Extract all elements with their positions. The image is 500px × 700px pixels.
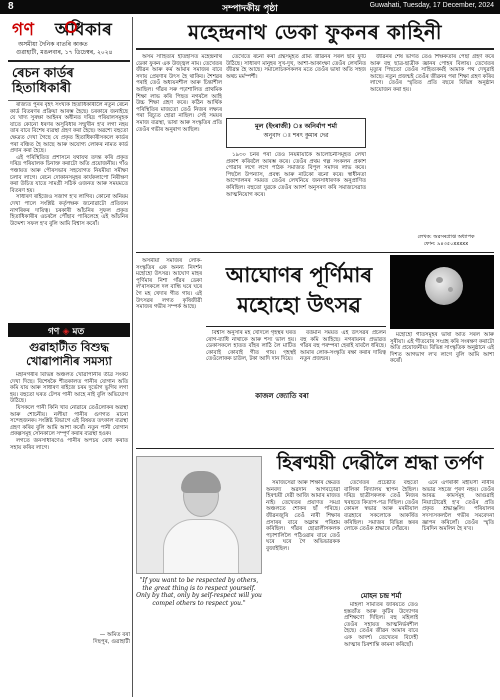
headline-rule — [136, 48, 494, 50]
letter-paragraph: যিসকলে পানী কিনি খাব নোৱাৰে তেওঁলোকৰ অৱস্থা আৰু শোচনীয়। নলীয়া পানীৰ গুণগত মানো সন্দেহজনক। সংশ্লিষ্ট বিভাগে এই বিষয়ত তৎকাল ব্যৱস্থা গ্ৰহণ কৰিব বুলি আমি আশা কৰোঁ। নতুন পানী যোগান প্ৰকল্পসমূহ সোনকালে সম্পূৰ্ণ কৰাৰ ব্যৱস্থা হওক। — [10, 404, 128, 438]
letter-paragraph: লগতে জনসাধাৰণেও পানীৰ অপচয় ৰোধ কৰাত সহায় কৰিব লাগে। — [10, 437, 128, 451]
section-rule — [136, 448, 494, 449]
article1-column-1: অসম সাহিত্যৰ ইতিহাসত মহেন্দ্ৰনাথ ডেকা ফুকন এক উজ্জ্বল নাম। তেখেতৰ জীৱন আৰু কৰ্ম আমাৰ সমাজৰ বাবে সদায় প্ৰেৰণাৰ উৎস হৈ থাকিব। শৈশৱৰ পৰাই তেওঁ অধ্যয়নশীল আৰু চিন্তাশীল আছিল। গাঁৱৰ সৰু পঢ়াশালিত প্ৰাথমিক শিক্ষা লাভ কৰি পিছত নগৰলৈ আহি উচ্চ শিক্ষা গ্ৰহণ কৰে। কঠিন আৰ্থিক পৰিস্থিতিৰ মাজতো তেওঁ নিজৰ লক্ষ্যৰ পৰা বিচ্যুত হোৱা নাছিল। সেই সময়ৰ সমাজ ব্যৱস্থা, ভাষা আৰু সংস্কৃতিৰ প্ৰতি তেওঁৰ গভীৰ অনুৰাগ আছিল। — [136, 54, 222, 133]
logo-emblem-icon — [65, 21, 77, 33]
article2-headline: আঘোণৰ পূৰ্ণিমাৰ মহোহো উৎসৱ — [225, 263, 373, 317]
column-divider — [132, 17, 133, 697]
editorial-body — [8, 102, 130, 318]
article2-column-3: বৰ্তমান সময়ত এই উৎসৱৰ প্ৰচলন বহু কমি আহিছে। নগৰায়নৰ প্ৰভাৱত গাঁৱৰ বহু পৰম্পৰা হেৰাই যাবলৈ ধৰিছে। আমাৰ লোক-সংস্কৃতি ৰক্ষা কৰাৰ দায়িত্ব নতুন প্ৰজন্মৰ। — [300, 330, 386, 363]
article3-column-2: তেখেতৰ প্ৰচেষ্টাত বহুতো বালিকা বিদ্যালয় স্থাপন হৈছিল। দৰিদ্ৰ ছাত্ৰীসকলক তেওঁ নিজৰ খৰছতে কিতাপ-পত্ৰ দিছিল। তেওঁৰ কোমল স্বভাৱ আৰু মৰমীয়াল ব্যৱহাৰে সকলোকে আকৰ্ষিত কৰিছিল। সমাজৰ বিভিন্ন স্তৰৰ লোকে তেওঁক শ্ৰদ্ধাৰে সোঁৱৰে। — [344, 480, 418, 533]
article1-byline: মূল (ইংৰাজী) ঃ অনিৰ্বাণ শৰ্মা অনুবাদ ঃ শৰৎ কুমাৰ দেৱ — [226, 118, 366, 148]
article1-column-2: তেখেতে ৰচনা কৰা গ্ৰন্থসমূহত গ্ৰাম্য জীৱনৰ সৰল ছবি ফুটি উঠিছে। সাধাৰণ মানুহৰ সুখ-দুখ, আশা-আকাংক্ষা তেওঁৰ লেখনিত জীৱন্ত হৈ আছে। সমালোচকসকলৰ মতে তেওঁৰ ভাষা অতি সহজ অথচ মৰ্মস্পৰ্শী। — [226, 54, 366, 80]
section-rule — [136, 252, 494, 253]
editorial-paragraph: এই পৰিস্থিতিত প্ৰশাসনে যথাযথ তদন্ত কৰি প্ৰকৃত দৰিদ্ৰ পৰিয়ালক চিনাক্ত কৰাটো অতি প্ৰয়োজনীয়। গাঁও পঞ্চায়ত আৰু পৌৰসভাৰ সহযোগত নিয়মীয়া সমীক্ষা চলাব লাগে। ৰেচন দোকানসমূহৰ কাৰ্যকলাপো নিৰীক্ষণ কৰা উচিত যাতে সামগ্ৰী সঠিক ওজনত আৰু সময়মতে বিতৰণ হয়। — [10, 154, 128, 194]
article1-author-note: লেখক: অৱসৰপ্ৰাপ্ত অধ্যাপক ফোন: ৯৪৩৫০xxxxx — [417, 234, 475, 247]
page-number: 8 — [8, 1, 14, 12]
article1-headline: মহেন্দ্ৰনাথ ডেকা ফুকনৰ কাহিনী — [187, 20, 443, 44]
letter-body — [8, 372, 130, 627]
letter-paragraph: মহানগৰীৰ বিভিন্ন অঞ্চলত খোৱাপানীৰ তীব্ৰ সংকট দেখা দিছে। বিশেষকৈ শীতকালত পানীৰ যোগান অতি কমি যায় আৰু সাধাৰণ ৰাইজে চৰম দুৰ্ভোগ ভুগিব লগা হয়। বহুতো ঘৰত টেপৰ পানী আহে নাই বুলি অভিযোগ উঠিছে। — [10, 372, 128, 405]
masthead-tagline: অসমীয়া দৈনিক বাতৰি কাকত — [18, 41, 88, 48]
masthead-edition: গুৱাহাটী, মঙলবাৰ, ১৭ ডিচেম্বৰ, ২০২৪ — [16, 49, 113, 56]
article1-column-3: ১৯৩০ চনৰ পৰা তেওঁ নিয়মীয়াকৈ আলোচনীসমূহত লেখা প্ৰকাশ কৰিবলৈ আৰম্ভ কৰে। তেওঁৰ প্ৰথম গল্প সংকলন প্ৰকাশ পোৱাৰ লগে লগে পাঠক সমাজত বিপুল সমাদৰ লাভ কৰে। পিছলৈ উপন্যাস, প্ৰবন্ধ আৰু নাটকো ৰচনা কৰে। স্বাধীনতা আন্দোলনৰ সময়ত তেওঁৰ লেখনিয়ে জনসাধাৰণক অনুপ্ৰাণিত কৰিছিল। বহুতো যুৱকে তেওঁৰ আদৰ্শ অনুসৰণ কৰি সমাজসেৱাত আত্মনিয়োগ কৰে। — [226, 152, 366, 198]
editorial-paragraph: ৰাজ্যত পুনৰ বৃহৎ সংখ্যক হিতাধিকাৰীলৈ নতুন ৰেচন কাৰ্ড বিতৰণৰ প্ৰক্ৰিয়া আৰম্ভ হৈছে। চৰকাৰে জনাইছে যে খাদ্য সুৰক্ষা আইনৰ অধীনত দৰিদ্ৰ পৰিয়ালসমূহক যাতে কোনো ধৰণৰ অসুবিধাৰ সন্মুখীন হ'ব লগা নহয় তাৰ বাবে বিশেষ ব্যৱস্থা গ্ৰহণ কৰা হৈছে। অৱশ্যে বহুতো ক্ষেত্ৰত দেখা গৈছে যে প্ৰকৃত হিতাধিকাৰীসকলে কাৰ্ডৰ পৰা বঞ্চিত হৈ আছে আৰু অযোগ্য লোকৰ নামত কাৰ্ড প্ৰদান কৰা হৈছে। — [10, 102, 128, 155]
article2-column-1: অসমীয়া সমাজৰ লোক-সংস্কৃতিৰ এক অনন্য নিদৰ্শন মহোহো উৎসৱ। আঘোণ মাহৰ পূৰ্ণিমাৰ নিশা গাঁৱৰ ডেকা ল'ৰাসকলে দল বান্ধি ঘৰে ঘৰে গৈ মহ খেদাৰ গীত গায়। এই উৎসৱৰ লগত কৃষিজীৱী সমাজৰ গভীৰ সম্পৰ্ক আছে। — [136, 258, 202, 311]
article3-column-3: মহিলা সমিতিৰ জৰিয়তে তেওঁ হস্ততাঁত আৰু কুটিৰ উদ্যোগৰ প্ৰশিক্ষণো দিছিল। বহু মহিলাই তেওঁৰ সহায়ত আত্মনিৰ্ভৰশীল হৈছে। তেওঁৰ জীৱন আমাৰ বাবে এক আদৰ্শ। তেখেতৰ বিদেহী আত্মাৰ চিৰশান্তি কামনা কৰিছোঁ। — [344, 602, 418, 648]
article2-author: কাজল জ্যোতি বৰা — [255, 392, 309, 400]
dateline: Guwahati, Tuesday, 17 December, 2024 — [369, 2, 494, 9]
headline-rule — [206, 326, 386, 327]
newspaper-logo: গণ অধিকাৰ — [12, 20, 113, 40]
letter-signature: — অমিত বৰা দিছপুৰ, গুৱাহাটী — [93, 632, 130, 645]
article3-headline: হিৰণ্ময়ী দেৱীলৈ শ্ৰদ্ধা তৰ্পণ — [276, 452, 484, 474]
article2-column-4: মহোহো গীতসমূহৰ ভাষা অতি সৰল আৰু সুৰীয়া। এই গীতবোৰ সংগ্ৰহ কৰি সংৰক্ষণ কৰাটো অতি প্ৰয়োজনীয়। বিভিন্ন সাংস্কৃতিক অনুষ্ঠানে এই দিশত আগভাগ ল'ব লাগে বুলি আমি আশা কৰোঁ। — [390, 332, 494, 365]
readers-opinion-bar: গণ ◈ মত — [8, 323, 130, 337]
portrait-quote: "If you want to be respected by others, the great thing is to respect yourself. Only by that, only by self-respect will you compel others to respect you." — [136, 577, 262, 607]
article2-column-2: বিশ্বাস অনুসৰি মহ খেদিলে গৃহস্থৰ ঘৰত ৰোগ-ব্যাধি নাথাকে আৰু শস্য ভাল হয়। ডেকাসকলে হাতত বাঁহৰ লাঠি লৈ মাটিত কোবাই কোবাই গীত গায়। গৃহস্থই তেওঁলোকক চাউল, টকা আদি দান দিয়ে। — [206, 330, 296, 363]
article3-column-1: সমাজসেৱা আৰু শিক্ষাৰ ক্ষেত্ৰত অনবদ্য অৱদান আগবঢ়োৱা হিৰণ্ময়ী দেৱী আজি আমাৰ মাজত নাই। তেখেতৰ প্ৰয়াণত সমগ্ৰ অঞ্চলতে শোকৰ ছাঁ পৰিছে। জীৱনজুৰি তেওঁ নাৰী শিক্ষাৰ প্ৰসাৰৰ বাবে অক্লান্ত পৰিশ্ৰম কৰিছিল। গাঁৱৰ ছোৱালীসকলক পঢ়াশালিলৈ পঠিওৱাৰ বাবে তেওঁ ঘৰে ঘৰে গৈ অভিভাৱকক বুজাইছিল। — [266, 480, 340, 552]
editorial-title: ৰেচন কাৰ্ডৰ হিতাধিকাৰী — [8, 62, 130, 101]
article3-column-4: এনে এগৰাকী মহীয়সী নাৰীৰ অভাৱ সহজে পূৰণ নহয়। তেওঁৰ আৰব্ধ কামসমূহ আগুৱাই নিয়াটোৱেই হ'ব তেওঁৰ প্ৰতি প্ৰকৃত শ্ৰদ্ধাঞ্জলি। পৰিয়ালৰ সদস্যসকললৈ গভীৰ সমবেদনা জ্ঞাপন কৰিলোঁ। তেওঁৰ স্মৃতি চিৰদিন অমলিন হৈ ৰ'ব। — [422, 480, 494, 533]
editorial-paragraph: সাধাৰণ ৰাইজেও সজাগ হ'ব লাগিব। কোনো অনিয়ম দেখা পালে সংশ্লিষ্ট কৰ্তৃপক্ষক জনোৱাটো প্ৰতিজন নাগৰিকৰ দায়িত্ব। চৰকাৰী আঁচনিৰ সুফল প্ৰকৃত হিতাধিকাৰীৰ ওচৰলৈ পৌঁছাব পাৰিলেহে এই আঁচনিৰ উদ্দেশ্য সফল হ'ব বুলি আমি বিশ্বাস কৰোঁ। — [10, 194, 128, 227]
page-header-bar — [0, 0, 500, 14]
article1-column-4: জীৱনৰ শেষ ভাগত তেওঁ শিক্ষকতাৰ পেছা গ্ৰহণ কৰে আৰু বহু ছাত্ৰ-ছাত্ৰীক জ্ঞানৰ পোহৰ বিলায়। তেখেতৰ মৃত্যুৰ পিছতো তেওঁৰ সাহিত্যকৰ্মই আমাক পথ দেখুৱাই আছে। নতুন প্ৰজন্মই তেওঁৰ জীৱনৰ পৰা শিক্ষা গ্ৰহণ কৰিব লাগে। তেওঁৰ স্মৃতিত প্ৰতি বছৰে বিভিন্ন অনুষ্ঠান আয়োজন কৰা হয়। — [370, 54, 494, 93]
article3-subhead: মোহন চন্দ্ৰ শৰ্মা — [360, 592, 402, 600]
masthead — [8, 17, 130, 57]
portrait-photo — [136, 456, 262, 574]
moon-icon — [425, 267, 463, 305]
section-title: সম্পাদকীয় পৃষ্ঠা — [222, 4, 278, 14]
editorial — [8, 60, 130, 318]
opinion-icon: ◈ — [62, 327, 70, 337]
full-moon-image — [390, 255, 494, 329]
letter-title: গুৱাহাটীত বিশুদ্ধ খোৱাপানীৰ সমস্যা — [26, 340, 112, 368]
